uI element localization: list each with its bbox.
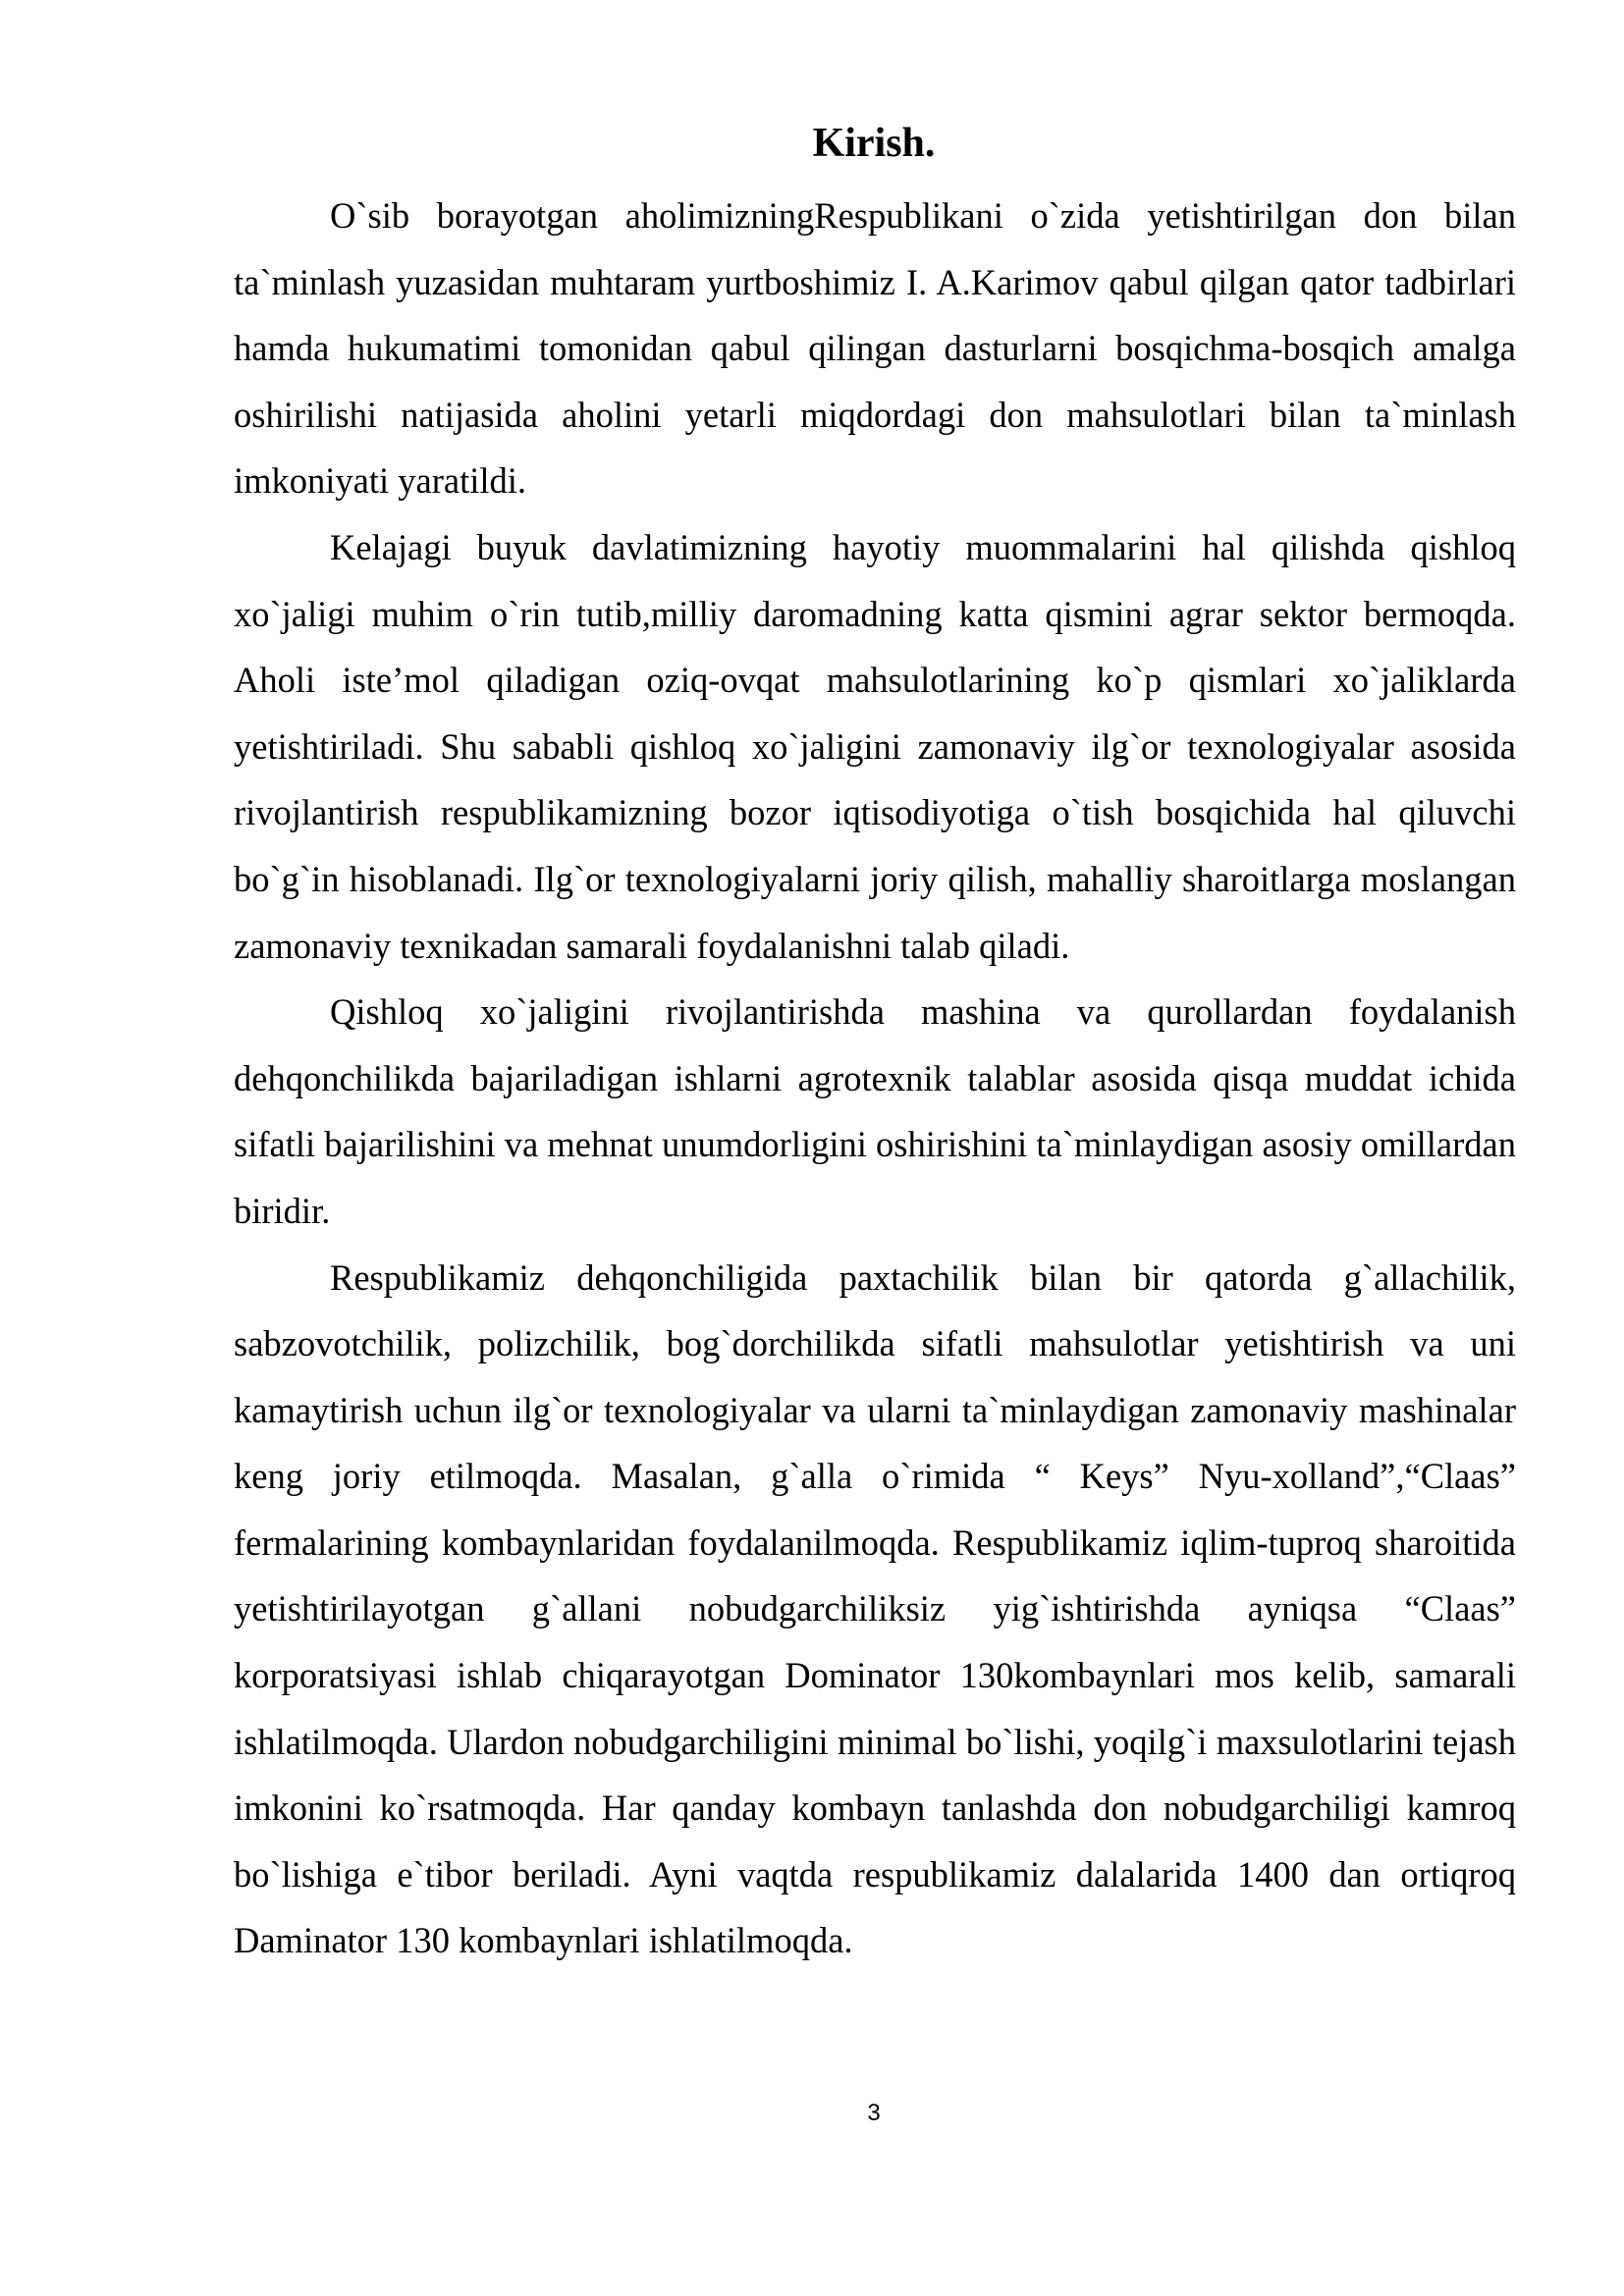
- paragraph-4: Respublikamiz dehqonchiligida paxtachilik bilan bir qatorda g`allachilik, sabzovotchilik, polizchilik, bog`dorchilikda sifatli mahsulotlar yetishtirish va uni kamaytirish uchun ilg`or texnologiyalar va ularni ta`minlaydigan zamonaviy mashinalar keng joriy etilmoqda. Masalan, g`alla o`rimida “ Keys” Nyu-xolland”,“Claas” fermalarining kombaynlaridan foydalanilmoqda. Respublikamiz iqlim-tuproq sharoitida yetishtirilayotgan g`allani nobudgarchiliksiz yig`ishtirishda ayniqsa “Claas” korporatsiyasi ishlab chiqarayotgan Dominator 130kombaynlari mos kelib, samarali ishlatilmoqda. Ulardon nobudgarchiligini minimal bo`lishi, yoqilg`i maxsulotlarini tejash imkonini ko`rsatmoqda. Har qanday kombayn tanlashda don nobudgarchiligi kamroq bo`lishiga e`tibor beriladi. Ayni vaqtda respublikamiz dalalarida 1400 dan ortiqroq Daminator 130 kombaynlari ishlatilmoqda.: [234, 1256, 1516, 1961]
- paragraph-3: Qishloq xo`jaligini rivojlantirishda mashina va qurollardan foydalanish dehqonchilikda bajariladigan ishlarni agrotexnik talablar asosida qisqa muddat ichida sifatli bajarilishini va mehnat unumdorligini oshirishini ta`minlaydigan asosiy omillardan biridir.: [234, 991, 1516, 1231]
- paragraph-2: Kelajagi buyuk davlatimizning hayotiy muommalarini hal qilishda qishloq xo`jaligi muhim o`rin tutib,milliy daromadning katta qismini agrar sektor bermoqda. Aholi iste’mol qiladigan oziq-ovqat mahsulotlarining ko`p qismlari xo`jaliklarda yetishtiriladi. Shu sababli qishloq xo`jaligini zamonaviy ilg`or texnologiyalar asosida rivojlantirish respublikamizning bozor iqtisodiyotiga o`tish bosqichida hal qiluvchi bo`g`in hisoblanadi. Ilg`or texnologiyalarni joriy qilish, mahalliy sharoitlarga moslangan zamonaviy texnikadan samarali foydalanishni talab qiladi.: [234, 526, 1516, 966]
- page-number: 3: [867, 2100, 881, 2126]
- page-title: Kirish.: [812, 121, 936, 166]
- paragraph-1: O`sib borayotgan aholimizningRespublikani o`zida yetishtirilgan don bilan ta`minlash yuzasidan muhtaram yurtboshimiz I. A.Karimov qabul qilgan qator tadbirlari hamda hukumatimi tomonidan qabul qilingan dasturlarni bosqichma-bosqich amalga oshirilishi natijasida aholini yetarli miqdordagi don mahsulotlari bilan ta`minlash imkoniyati yaratildi.: [234, 195, 1516, 502]
- document-body: [234, 183, 1516, 1974]
